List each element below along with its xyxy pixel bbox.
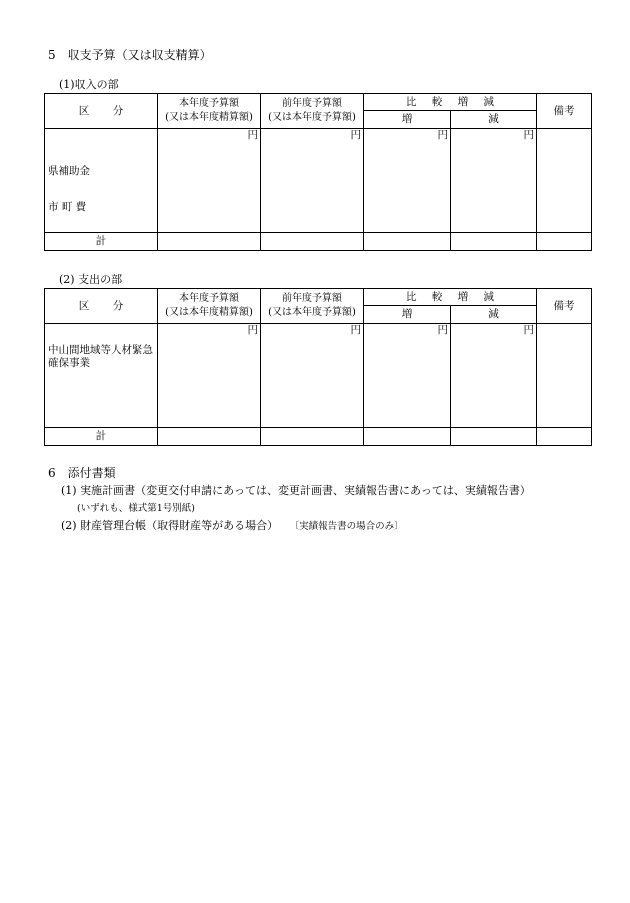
total-current-cell xyxy=(158,428,261,446)
comparison-header xyxy=(364,94,537,111)
attachment-item-2 xyxy=(61,519,404,533)
total-remarks-cell xyxy=(537,233,592,251)
remarks-cell xyxy=(537,324,592,428)
category-header-char2: 分 xyxy=(112,104,124,117)
attachment-item-2-note: 〔実績報告書の場合のみ〕 xyxy=(289,521,404,532)
expense-item-program: 中山間地域等人材緊急確保事業 xyxy=(48,344,153,369)
remarks-cell xyxy=(537,129,592,233)
decrease-amount-cell xyxy=(451,324,537,428)
comparison-char4: 減 xyxy=(483,290,494,303)
comparison-header xyxy=(364,289,537,306)
comparison-char3: 増 xyxy=(457,290,469,303)
increase-header: 増 xyxy=(364,111,451,129)
previous-budget-header xyxy=(261,289,364,324)
total-previous-cell xyxy=(261,428,364,446)
category-header-char1: 区 xyxy=(78,299,90,312)
attachment-item-2-text: (2) 財産管理台帳（取得財産等がある場合） xyxy=(61,519,279,532)
total-label: 計 xyxy=(45,233,158,251)
comparison-char3: 増 xyxy=(457,95,469,108)
decrease-header: 減 xyxy=(451,306,537,324)
current-budget-header xyxy=(158,289,261,324)
previous-budget-header-line1: 前年度予算額 xyxy=(282,98,342,109)
income-item-municipal-cost: 市 町 費 xyxy=(48,201,87,213)
income-title: (1)収入の部 xyxy=(59,78,119,91)
total-increase-cell xyxy=(364,233,451,251)
expense-title: (2) 支出の部 xyxy=(59,273,123,286)
section5-title: 5 収支予算（又は収支精算） xyxy=(48,48,212,62)
current-budget-header-line1: 本年度予算額 xyxy=(179,293,239,304)
comparison-char1: 比 xyxy=(406,290,417,303)
comparison-char2: 較 xyxy=(431,290,443,303)
section6-title: 6 添付書類 xyxy=(48,466,116,480)
attachment-item-1: (1) 実施計画書（変更交付申請にあっては、変更計画書、実績報告書にあっては、実績報告書） xyxy=(61,484,531,497)
increase-amount-cell xyxy=(364,129,451,233)
category-header-char2: 分 xyxy=(112,299,124,312)
total-increase-cell xyxy=(364,428,451,446)
previous-amount-cell xyxy=(261,129,364,233)
total-decrease-cell xyxy=(451,428,537,446)
income-items-cell xyxy=(45,129,158,233)
comparison-char1: 比 xyxy=(406,95,417,108)
expense-table xyxy=(44,288,592,446)
total-current-cell xyxy=(158,233,261,251)
category-header xyxy=(45,94,158,129)
yen-unit: 円 xyxy=(247,324,258,336)
current-amount-cell xyxy=(158,129,261,233)
attachment-item-1-note: (いずれも、様式第1号別紙) xyxy=(77,503,195,514)
current-budget-header xyxy=(158,94,261,129)
category-header-char1: 区 xyxy=(78,104,90,117)
current-amount-cell xyxy=(158,324,261,428)
yen-unit: 円 xyxy=(437,324,448,336)
current-budget-header-line2: (又は本年度精算額) xyxy=(165,112,253,123)
previous-budget-header-line2: (又は本年度予算額) xyxy=(268,112,356,123)
comparison-char4: 減 xyxy=(483,95,494,108)
category-header xyxy=(45,289,158,324)
increase-amount-cell xyxy=(364,324,451,428)
yen-unit: 円 xyxy=(523,129,534,141)
income-table xyxy=(44,93,592,251)
remarks-header: 備考 xyxy=(537,94,592,129)
total-remarks-cell xyxy=(537,428,592,446)
decrease-amount-cell xyxy=(451,129,537,233)
previous-budget-header-line1: 前年度予算額 xyxy=(282,293,342,304)
expense-items-cell xyxy=(45,324,158,428)
yen-unit: 円 xyxy=(350,324,361,336)
yen-unit: 円 xyxy=(350,129,361,141)
previous-budget-header xyxy=(261,94,364,129)
total-decrease-cell xyxy=(451,233,537,251)
remarks-header: 備考 xyxy=(537,289,592,324)
previous-budget-header-line2: (又は本年度予算額) xyxy=(268,307,356,318)
income-item-prefecture-subsidy: 県補助金 xyxy=(48,165,90,177)
increase-header: 増 xyxy=(364,306,451,324)
yen-unit: 円 xyxy=(247,129,258,141)
previous-amount-cell xyxy=(261,324,364,428)
yen-unit: 円 xyxy=(523,324,534,336)
total-label: 計 xyxy=(45,428,158,446)
comparison-char2: 較 xyxy=(431,95,443,108)
current-budget-header-line1: 本年度予算額 xyxy=(179,98,239,109)
yen-unit: 円 xyxy=(437,129,448,141)
current-budget-header-line2: (又は本年度精算額) xyxy=(165,307,253,318)
decrease-header: 減 xyxy=(451,111,537,129)
total-previous-cell xyxy=(261,233,364,251)
